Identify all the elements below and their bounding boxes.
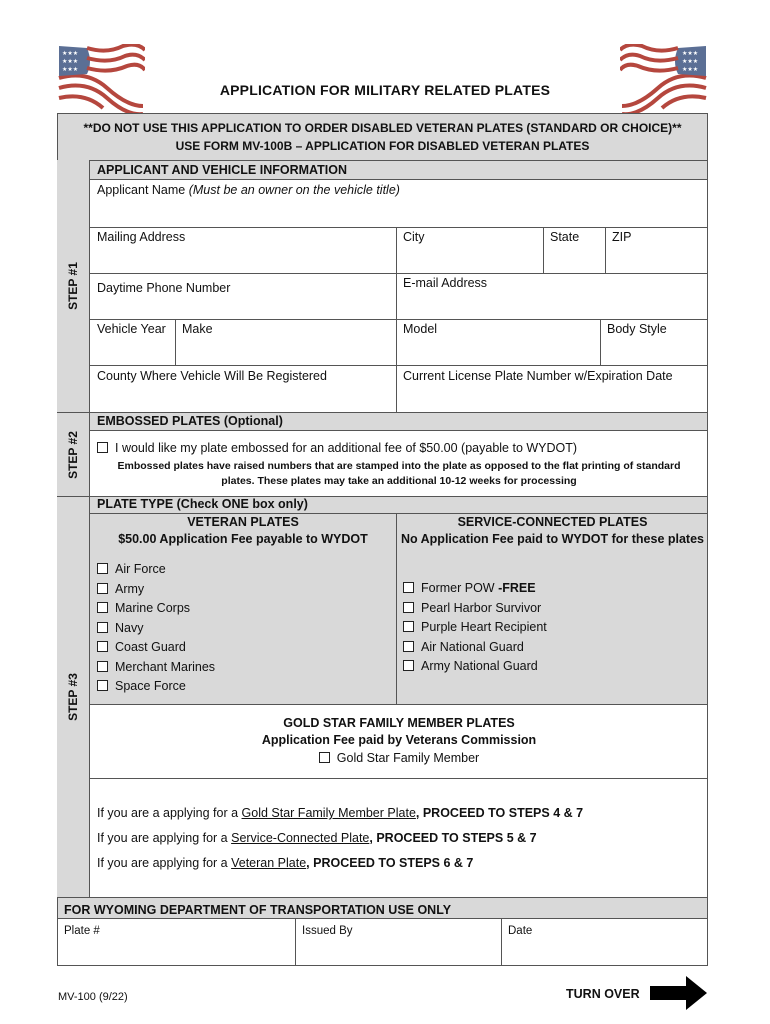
instruction-line: If you are applying for a Service-Connected Plate, PROCEED TO STEPS 5 & 7: [97, 831, 537, 845]
office-header: FOR WYOMING DEPARTMENT OF TRANSPORTATION USE ONLY: [64, 903, 452, 917]
checkbox-icon[interactable]: [97, 661, 108, 672]
instruction-line: If you are applying for a Veteran Plate, PROCEED TO STEPS 6 & 7: [97, 856, 474, 870]
checkbox-icon[interactable]: [403, 660, 414, 671]
embossed-option[interactable]: I would like my plate embossed for an additional fee of $50.00 (payable to WYDOT): [97, 441, 577, 456]
state-field[interactable]: State: [550, 230, 580, 244]
issued-by-field[interactable]: Issued By: [302, 925, 353, 937]
county-field[interactable]: County Where Vehicle Will Be Registered: [97, 369, 327, 383]
step-2-header: EMBOSSED PLATES (Optional): [97, 414, 283, 428]
email-field[interactable]: E-mail Address: [403, 276, 488, 290]
checkbox-icon[interactable]: [403, 621, 414, 632]
veteran-option[interactable]: Army: [97, 582, 144, 597]
date-field[interactable]: Date: [508, 925, 533, 937]
plate-number-field[interactable]: Plate #: [64, 925, 100, 937]
veteran-option[interactable]: Air Force: [97, 562, 166, 577]
step-1-tab: STEP #1: [57, 160, 90, 412]
checkbox-icon[interactable]: [97, 602, 108, 613]
checkbox-icon[interactable]: [97, 680, 108, 691]
vehicle-year-field[interactable]: Vehicle Year: [97, 322, 166, 336]
service-plates-title: SERVICE-CONNECTED PLATES: [457, 515, 648, 529]
gold-star-fee: Application Fee paid by Veterans Commission: [261, 733, 537, 747]
veteran-plates-title: VETERAN PLATES: [187, 515, 299, 529]
checkbox-icon[interactable]: [97, 641, 108, 652]
service-option[interactable]: Air National Guard: [403, 640, 524, 655]
veteran-option[interactable]: Marine Corps: [97, 601, 190, 616]
gold-star-option[interactable]: Gold Star Family Member: [90, 751, 708, 766]
arrow-right-icon: [650, 976, 707, 1010]
checkbox-icon[interactable]: [319, 752, 330, 763]
zip-field[interactable]: ZIP: [612, 230, 632, 244]
service-option[interactable]: Former POW -FREE: [403, 581, 536, 596]
notice-line-2: USE FORM MV-100B – APPLICATION FOR DISABLED VETERAN PLATES: [175, 139, 590, 153]
checkbox-icon[interactable]: [97, 442, 108, 453]
flag-icon-left: [57, 44, 145, 114]
svg-text:★★★: ★★★: [682, 58, 699, 65]
flag-icon-right: [620, 44, 708, 114]
service-option[interactable]: Pearl Harbor Survivor: [403, 601, 541, 616]
model-field[interactable]: Model: [403, 322, 438, 336]
body-style-field[interactable]: Body Style: [607, 322, 667, 336]
service-option[interactable]: Army National Guard: [403, 659, 538, 674]
checkbox-icon[interactable]: [403, 582, 414, 593]
daytime-phone-field[interactable]: Daytime Phone Number: [97, 281, 231, 295]
current-plate-field[interactable]: Current License Plate Number w/Expiration Date: [403, 369, 673, 383]
mailing-address-field[interactable]: Mailing Address: [97, 230, 186, 244]
svg-text:★★★: ★★★: [62, 58, 79, 65]
step-3-header: PLATE TYPE (Check ONE box only): [97, 497, 308, 511]
make-field[interactable]: Make: [182, 322, 213, 336]
page-title: APPLICATION FOR MILITARY RELATED PLATES: [219, 82, 551, 98]
checkbox-icon[interactable]: [403, 641, 414, 652]
veteran-option[interactable]: Coast Guard: [97, 640, 186, 655]
service-option[interactable]: Purple Heart Recipient: [403, 620, 547, 635]
veteran-option[interactable]: Merchant Marines: [97, 660, 215, 675]
veteran-option[interactable]: Space Force: [97, 679, 186, 694]
turn-over-label: TURN OVER: [566, 987, 640, 1001]
embossed-note-1: Embossed plates have raised numbers that are stamped into the plate as opposed to the flat printing of standard: [117, 460, 681, 472]
step-1-header: APPLICANT AND VEHICLE INFORMATION: [97, 163, 347, 177]
svg-text:★★★: ★★★: [62, 66, 79, 73]
service-plates-fee: No Application Fee paid to WYDOT for these plates: [400, 532, 705, 546]
svg-text:★★★: ★★★: [682, 50, 699, 57]
svg-text:★★★: ★★★: [682, 66, 699, 73]
applicant-name-field[interactable]: Applicant Name (Must be an owner on the vehicle title): [97, 183, 400, 197]
step-3-tab: STEP #3: [57, 496, 90, 897]
city-field[interactable]: City: [403, 230, 425, 244]
checkbox-icon[interactable]: [97, 583, 108, 594]
step-2-tab: STEP #2: [57, 412, 90, 496]
checkbox-icon[interactable]: [97, 563, 108, 574]
veteran-plates-fee: $50.00 Application Fee payable to WYDOT: [118, 532, 368, 546]
form-id: MV-100 (9/22): [58, 991, 128, 1003]
embossed-note-2: plates. These plates may take an additional 10-12 weeks for processing: [221, 475, 577, 487]
instruction-line: If you are a applying for a Gold Star Family Member Plate, PROCEED TO STEPS 4 & 7: [97, 806, 584, 820]
svg-text:★★★: ★★★: [62, 50, 79, 57]
veteran-option[interactable]: Navy: [97, 621, 143, 636]
checkbox-icon[interactable]: [403, 602, 414, 613]
notice-line-1: **DO NOT USE THIS APPLICATION TO ORDER DISABLED VETERAN PLATES (STANDARD OR CHOICE)**: [83, 121, 682, 135]
gold-star-title: GOLD STAR FAMILY MEMBER PLATES: [283, 716, 515, 730]
checkbox-icon[interactable]: [97, 622, 108, 633]
